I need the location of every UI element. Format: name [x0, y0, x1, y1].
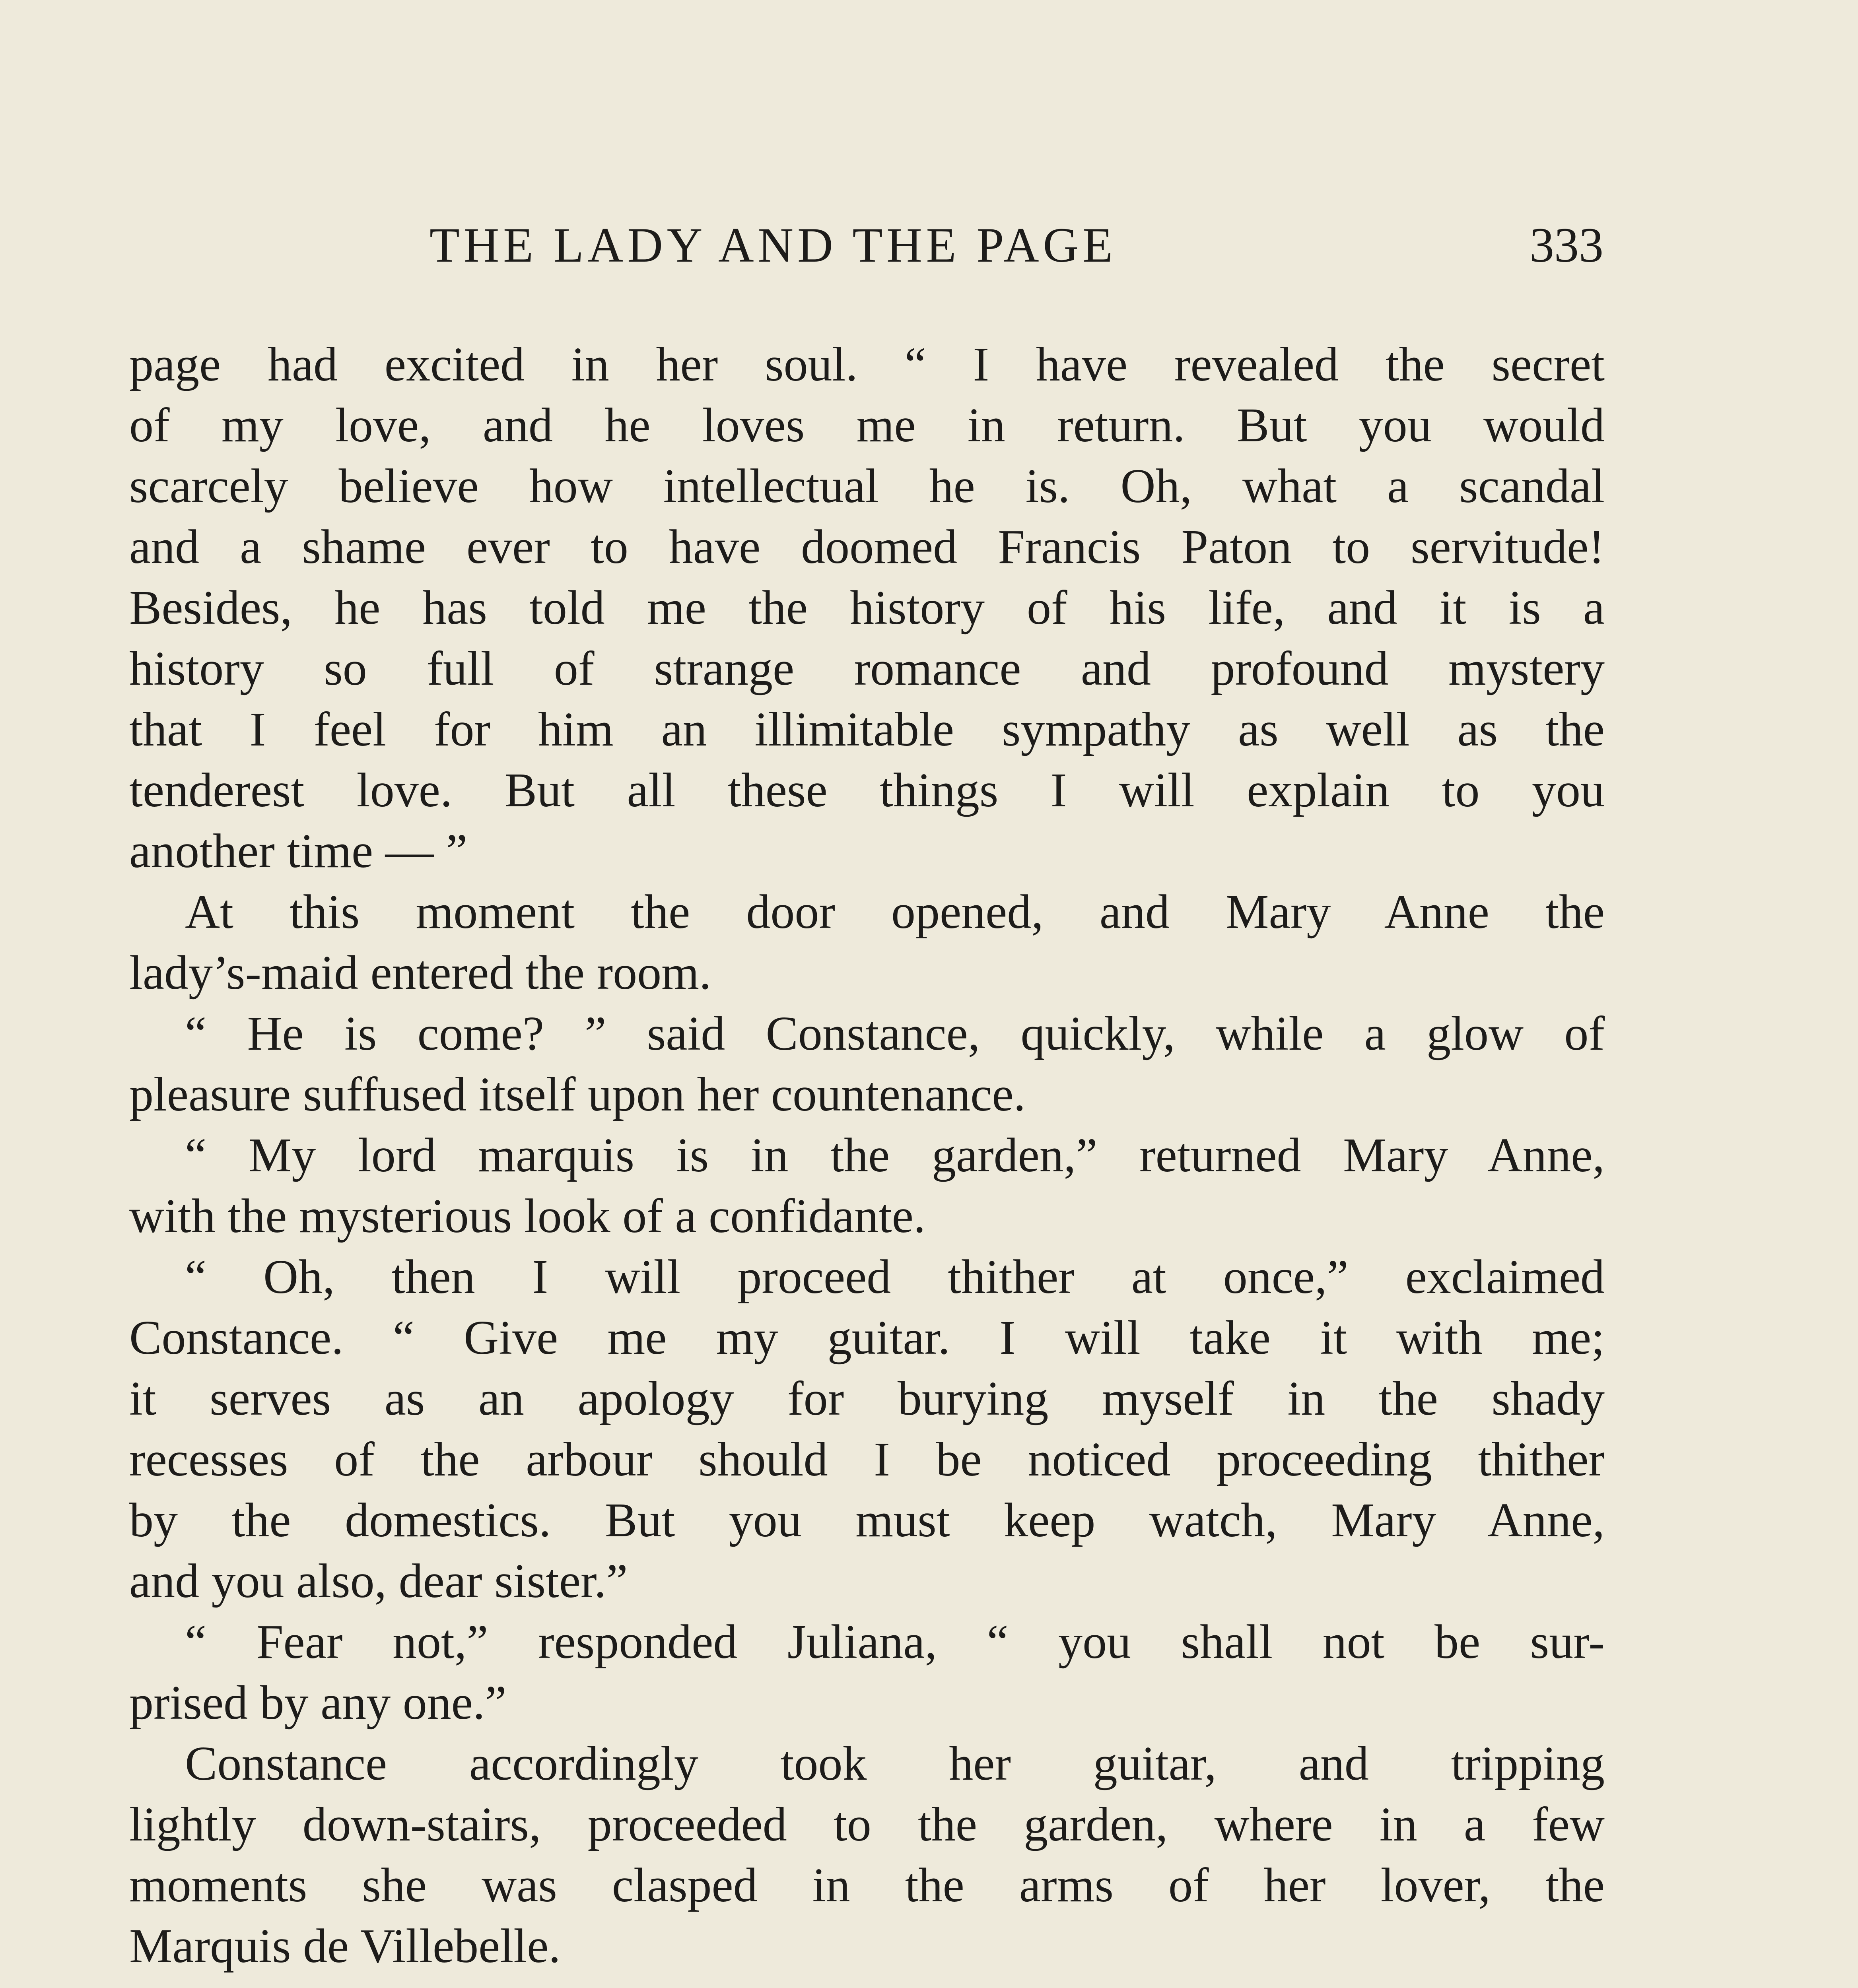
text-line: Besides, he has told me the history of his life, and it is a [129, 581, 1605, 635]
page-number: 333 [1530, 218, 1603, 272]
text-line: by the domestics. But you must keep watch, Mary Anne, [129, 1493, 1605, 1547]
text-line: that I feel for him an illimitable sympathy as well as the [129, 703, 1605, 756]
text-line: page had excited in her soul. “ I have revealed the secret [129, 338, 1605, 391]
text-line: it serves as an apology for burying myself in the shady [129, 1372, 1605, 1425]
text-line: recesses of the arbour should I be noticed proceeding thither [129, 1433, 1605, 1486]
text-line: “ Oh, then I will proceed thither at once,” exclaimed [185, 1250, 1605, 1304]
text-line: with the mysterious look of a confidante. [129, 1189, 926, 1243]
text-line: and a shame ever to have doomed Francis Paton to servitude! [129, 520, 1605, 574]
text-line: At this moment the door opened, and Mary Anne the [185, 885, 1605, 939]
text-line: tenderest love. But all these things I will explain to you [129, 763, 1605, 817]
text-line: lightly down-stairs, proceeded to the garden, where in a few [129, 1798, 1605, 1851]
text-line: scarcely believe how intellectual he is. Oh, what a scandal [129, 459, 1605, 513]
text-line: “ He is come? ” said Constance, quickly, while a glow of [185, 1007, 1605, 1060]
text-line: prised by any one.” [129, 1676, 507, 1730]
text-line: “ My lord marquis is in the garden,” returned Mary Anne, [185, 1128, 1605, 1182]
running-title: THE LADY AND THE PAGE [430, 218, 1117, 272]
text-line: Marquis de Villebelle. [129, 1919, 561, 1973]
text-line: and you also, dear sister.” [129, 1554, 628, 1608]
text-line: of my love, and he loves me in return. But you would [129, 398, 1605, 452]
text-line: “ Fear not,” responded Juliana, “ you shall not be sur- [185, 1615, 1605, 1669]
text-line: pleasure suffused itself upon her countenance. [129, 1068, 1026, 1121]
text-line: moments she was clasped in the arms of her lover, the [129, 1858, 1605, 1912]
body-text [129, 334, 1605, 1976]
text-line: another time — ” [129, 824, 468, 878]
text-line: lady’s-maid entered the room. [129, 946, 711, 1000]
text-line: history so full of strange romance and profound mystery [129, 642, 1605, 695]
text-line: Constance. “ Give me my guitar. I will take it with me; [129, 1311, 1605, 1365]
text-line: Constance accordingly took her guitar, and tripping [185, 1737, 1605, 1790]
